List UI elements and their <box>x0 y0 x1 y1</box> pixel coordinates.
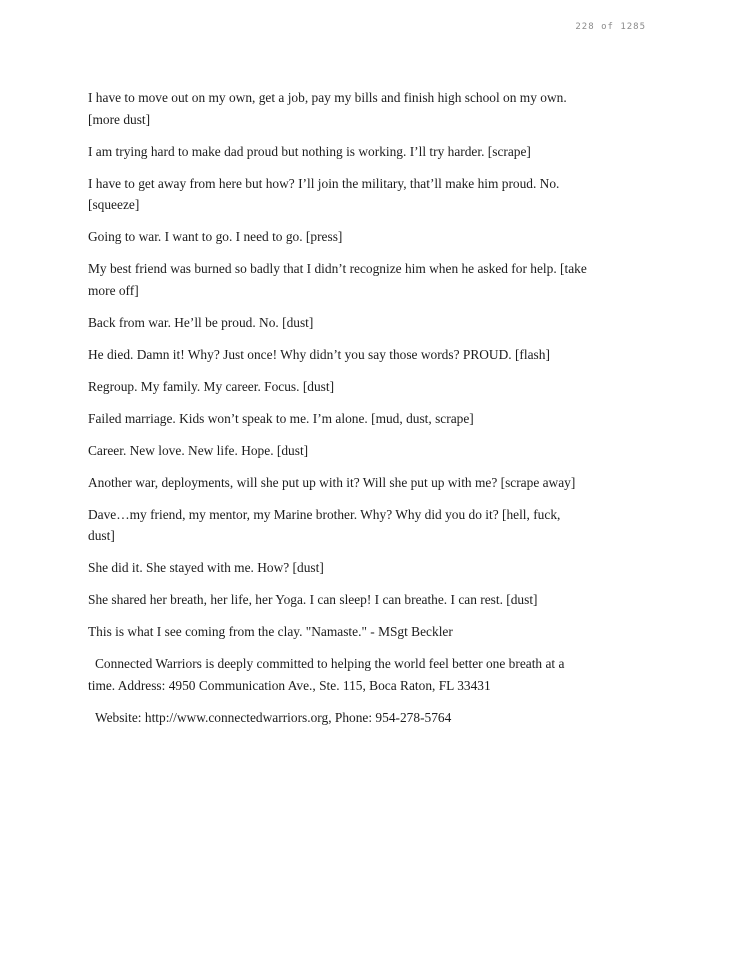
paragraph: She did it. She stayed with me. How? [dust] <box>88 560 324 575</box>
signature-line: This is what I see coming from the clay. "Namaste." - MSgt Beckler <box>88 624 453 639</box>
document-body <box>88 87 588 739</box>
paragraph: Failed marriage. Kids won’t speak to me. I’m alone. [mud, dust, scrape] <box>88 410 474 426</box>
paragraph: Back from war. He’ll be proud. No. [dust] <box>88 314 314 330</box>
page-number: 228 of 1285 <box>575 22 646 32</box>
footer-mission-address: Connected Warriors is deeply committed to helping the world feel better one breath at a time. Address: 4950 Communication Ave., Ste. 115, Boca Raton, FL 33431 <box>88 656 565 693</box>
footer-contact: Website: http://www.connectedwarriors.org, Phone: 954-278-5764 <box>95 709 452 725</box>
paragraph: He died. Damn it! Why? Just once! Why didn’t you say those words? PROUD. [flash] <box>88 346 550 362</box>
paragraph: Dave…my friend, my mentor, my Marine brother. Why? Why did you do it? [hell, fuck, dust] <box>88 506 561 543</box>
paragraph: I am trying hard to make dad proud but nothing is working. I’ll try harder. [scrape] <box>88 143 531 159</box>
paragraph: Career. New love. New life. Hope. [dust] <box>88 442 309 458</box>
paragraph: I have to get away from here but how? I’ll join the military, that’ll make him proud. No. [squeeze] <box>88 175 560 212</box>
paragraph: Going to war. I want to go. I need to go. [press] <box>88 229 343 244</box>
paragraph: Another war, deployments, will she put up with it? Will she put up with me? [scrape away] <box>88 474 576 490</box>
paragraph: She shared her breath, her life, her Yoga. I can sleep! I can breathe. I can rest. [dust] <box>88 592 538 607</box>
paragraph: Regroup. My family. My career. Focus. [dust] <box>88 378 335 394</box>
paragraph: My best friend was burned so badly that I didn’t recognize him when he asked for help. [take more off] <box>88 261 587 298</box>
paragraph: I have to move out on my own, get a job, pay my bills and finish high school on my own. [more dust] <box>88 90 567 127</box>
